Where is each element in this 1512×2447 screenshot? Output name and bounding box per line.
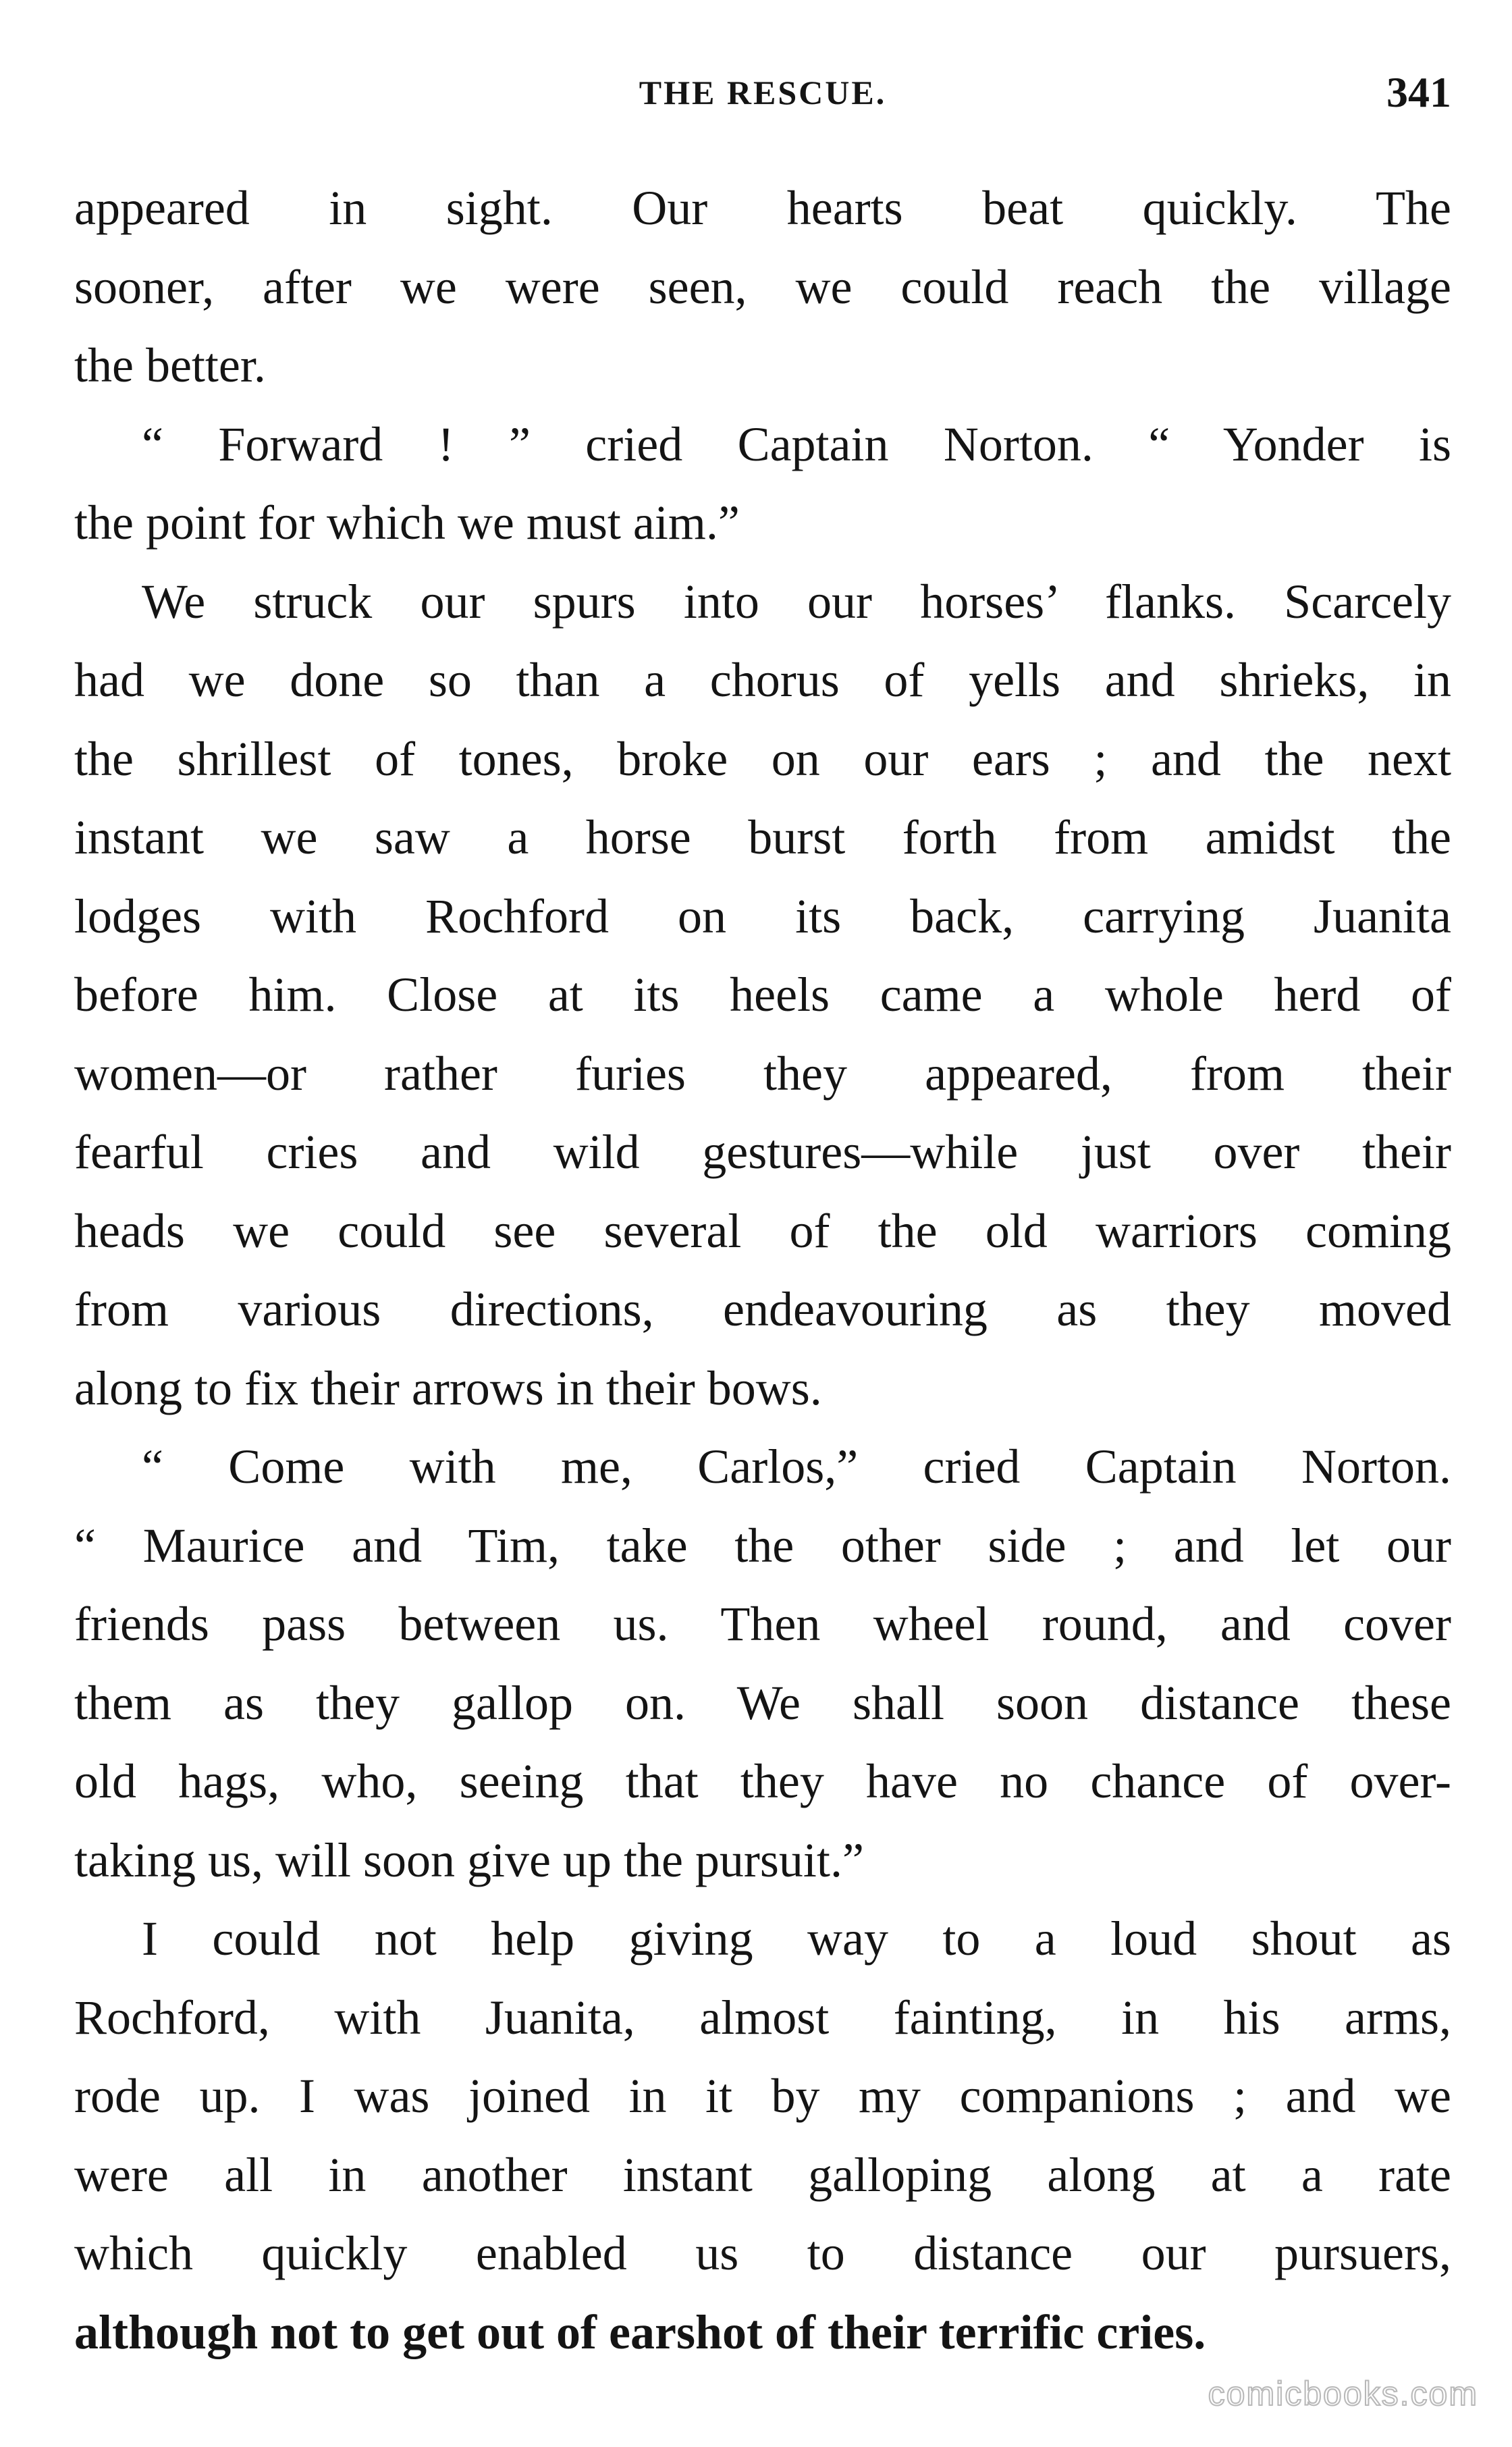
text-line: appeared in sight. Our hearts beat quickly. The	[74, 181, 1451, 235]
text-line: fearful cries and wild gestures—while just over their	[74, 1125, 1451, 1179]
text-line: instant we saw a horse burst forth from amidst the	[74, 810, 1451, 864]
text-line: before him. Close at its heels came a whole herd of	[74, 968, 1451, 1022]
body-text	[74, 169, 1451, 2371]
text-line: friends pass between us. Then wheel round, and cover	[74, 1597, 1451, 1651]
running-head: THE RESCUE.	[639, 74, 887, 111]
text-line: the point for which we must aim.”	[74, 496, 740, 550]
text-line: from various directions, endeavouring as they moved	[74, 1282, 1451, 1336]
text-line: I could not help giving way to a loud shout as	[142, 1912, 1451, 1966]
text-line: “ Forward ! ” cried Captain Norton. “ Yonder is	[142, 417, 1451, 471]
text-line: rode up. I was joined in it by my companions ; and we	[74, 2069, 1451, 2123]
text-line: although not to get out of earshot of their terrific cries.	[74, 2305, 1206, 2359]
text-line: along to fix their arrows in their bows.	[74, 1361, 822, 1415]
text-line: the shrillest of tones, broke on our ears ; and the next	[74, 731, 1451, 786]
text-line: heads we could see several of the old warriors coming	[74, 1203, 1451, 1258]
text-line: sooner, after we were seen, we could reach the village	[74, 259, 1451, 314]
text-line: them as they gallop on. We shall soon distance these	[74, 1675, 1451, 1730]
text-line: the better.	[74, 338, 266, 392]
text-line: Rochford, with Juanita, almost fainting, in his arms,	[74, 1990, 1451, 2045]
text-line: women—or rather furies they appeared, from their	[74, 1046, 1451, 1101]
page-header	[74, 68, 1451, 128]
text-line: taking us, will soon give up the pursuit.”	[74, 1833, 864, 1887]
text-line: had we done so than a chorus of yells and shrieks, in	[74, 653, 1451, 707]
watermark: comicbooks.com	[1208, 2375, 1478, 2413]
text-line: We struck our spurs into our horses’ flanks. Scarcely	[142, 574, 1451, 629]
text-line: old hags, who, seeing that they have no chance of over-	[74, 1754, 1451, 1808]
page-number: 341	[1386, 68, 1451, 116]
text-line: were all in another instant galloping along at a rate	[74, 2147, 1451, 2202]
text-line: “ Maurice and Tim, take the other side ; and let our	[74, 1518, 1451, 1573]
text-line: “ Come with me, Carlos,” cried Captain Norton.	[142, 1440, 1451, 1494]
text-line: which quickly enabled us to distance our pursuers,	[74, 2226, 1451, 2280]
text-line: lodges with Rochford on its back, carrying Juanita	[74, 889, 1451, 943]
